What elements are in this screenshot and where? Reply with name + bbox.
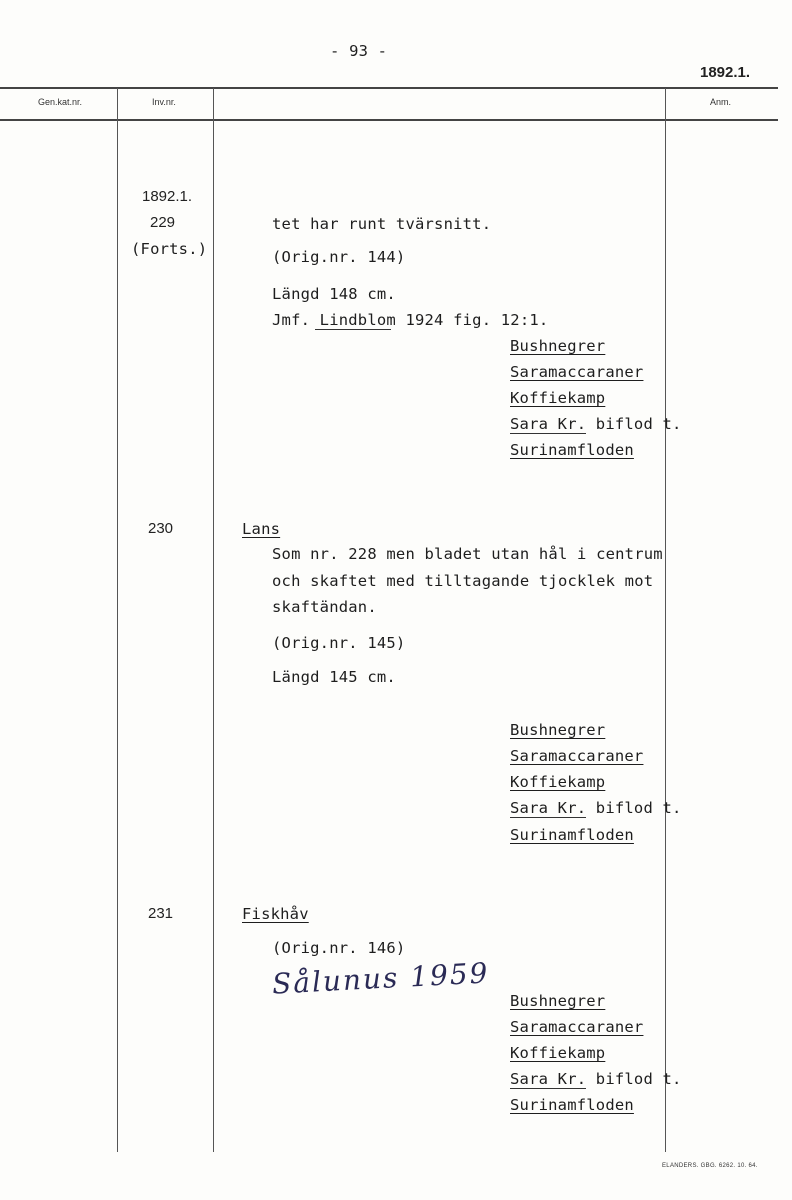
entry-description-line: tet har runt tvärsnitt. [272,215,492,233]
provenance-tributary-underline [510,817,586,818]
column-divider-1 [117,88,118,1152]
entry-inv-continued: (Forts.) [131,240,208,258]
entry-orig-nr: (Orig.nr. 144) [272,248,406,266]
entry-description-line: skaftändan. [272,598,377,616]
entry-inv-prefix: 1892.1. [142,188,193,205]
column-header-gen-kat-nr: Gen.kat.nr. [38,97,83,107]
printer-imprint: ELANDERS. GBG. 6262. 10. 64. [662,1163,758,1169]
entry-length: Längd 145 cm. [272,668,396,686]
entry-description-line: och skaftet med tilltagande tjocklek mot [272,572,654,590]
handwritten-note: Sålunus 1959 [271,956,491,1001]
provenance-river-tributary: Sara Kr. biflod t. [510,415,682,433]
entry-title: Lans [242,520,281,538]
provenance-village: Koffiekamp [510,1044,606,1062]
column-header-anm: Anm. [710,97,732,107]
entry-inv-number: 230 [148,520,174,537]
column-divider-3 [665,88,666,1152]
entry-length: Längd 148 cm. [272,285,396,303]
catalog-id-header: 1892.1. [700,64,751,81]
provenance-river: Surinamfloden [510,1096,634,1114]
entry-inv-number: 229 [150,214,176,231]
entry-reference: Jmf. Lindblom 1924 fig. 12:1. [272,311,549,329]
provenance-group: Bushnegrer [510,721,606,739]
provenance-river-tributary: Sara Kr. biflod t. [510,799,682,817]
provenance-river: Surinamfloden [510,441,634,459]
entry-orig-nr: (Orig.nr. 146) [272,939,406,957]
provenance-river: Surinamfloden [510,826,634,844]
provenance-river-tributary: Sara Kr. biflod t. [510,1070,682,1088]
provenance-tributary-underline [510,433,586,434]
provenance-village: Koffiekamp [510,773,606,791]
provenance-village: Koffiekamp [510,389,606,407]
page-number: - 93 - [330,42,388,60]
provenance-tributary-underline [510,1088,586,1089]
column-divider-2 [213,88,214,1152]
entry-title: Fiskhåv [242,905,309,923]
reference-author-underline [315,329,391,330]
entry-inv-number: 231 [148,905,174,922]
provenance-group: Bushnegrer [510,992,606,1010]
provenance-tribe: Saramaccaraner [510,1018,644,1036]
entry-description-line: Som nr. 228 men bladet utan hål i centrum [272,545,663,563]
provenance-tribe: Saramaccaraner [510,747,644,765]
column-header-inv-nr: Inv.nr. [152,97,176,107]
provenance-group: Bushnegrer [510,337,606,355]
provenance-tribe: Saramaccaraner [510,363,644,381]
entry-orig-nr: (Orig.nr. 145) [272,634,406,652]
